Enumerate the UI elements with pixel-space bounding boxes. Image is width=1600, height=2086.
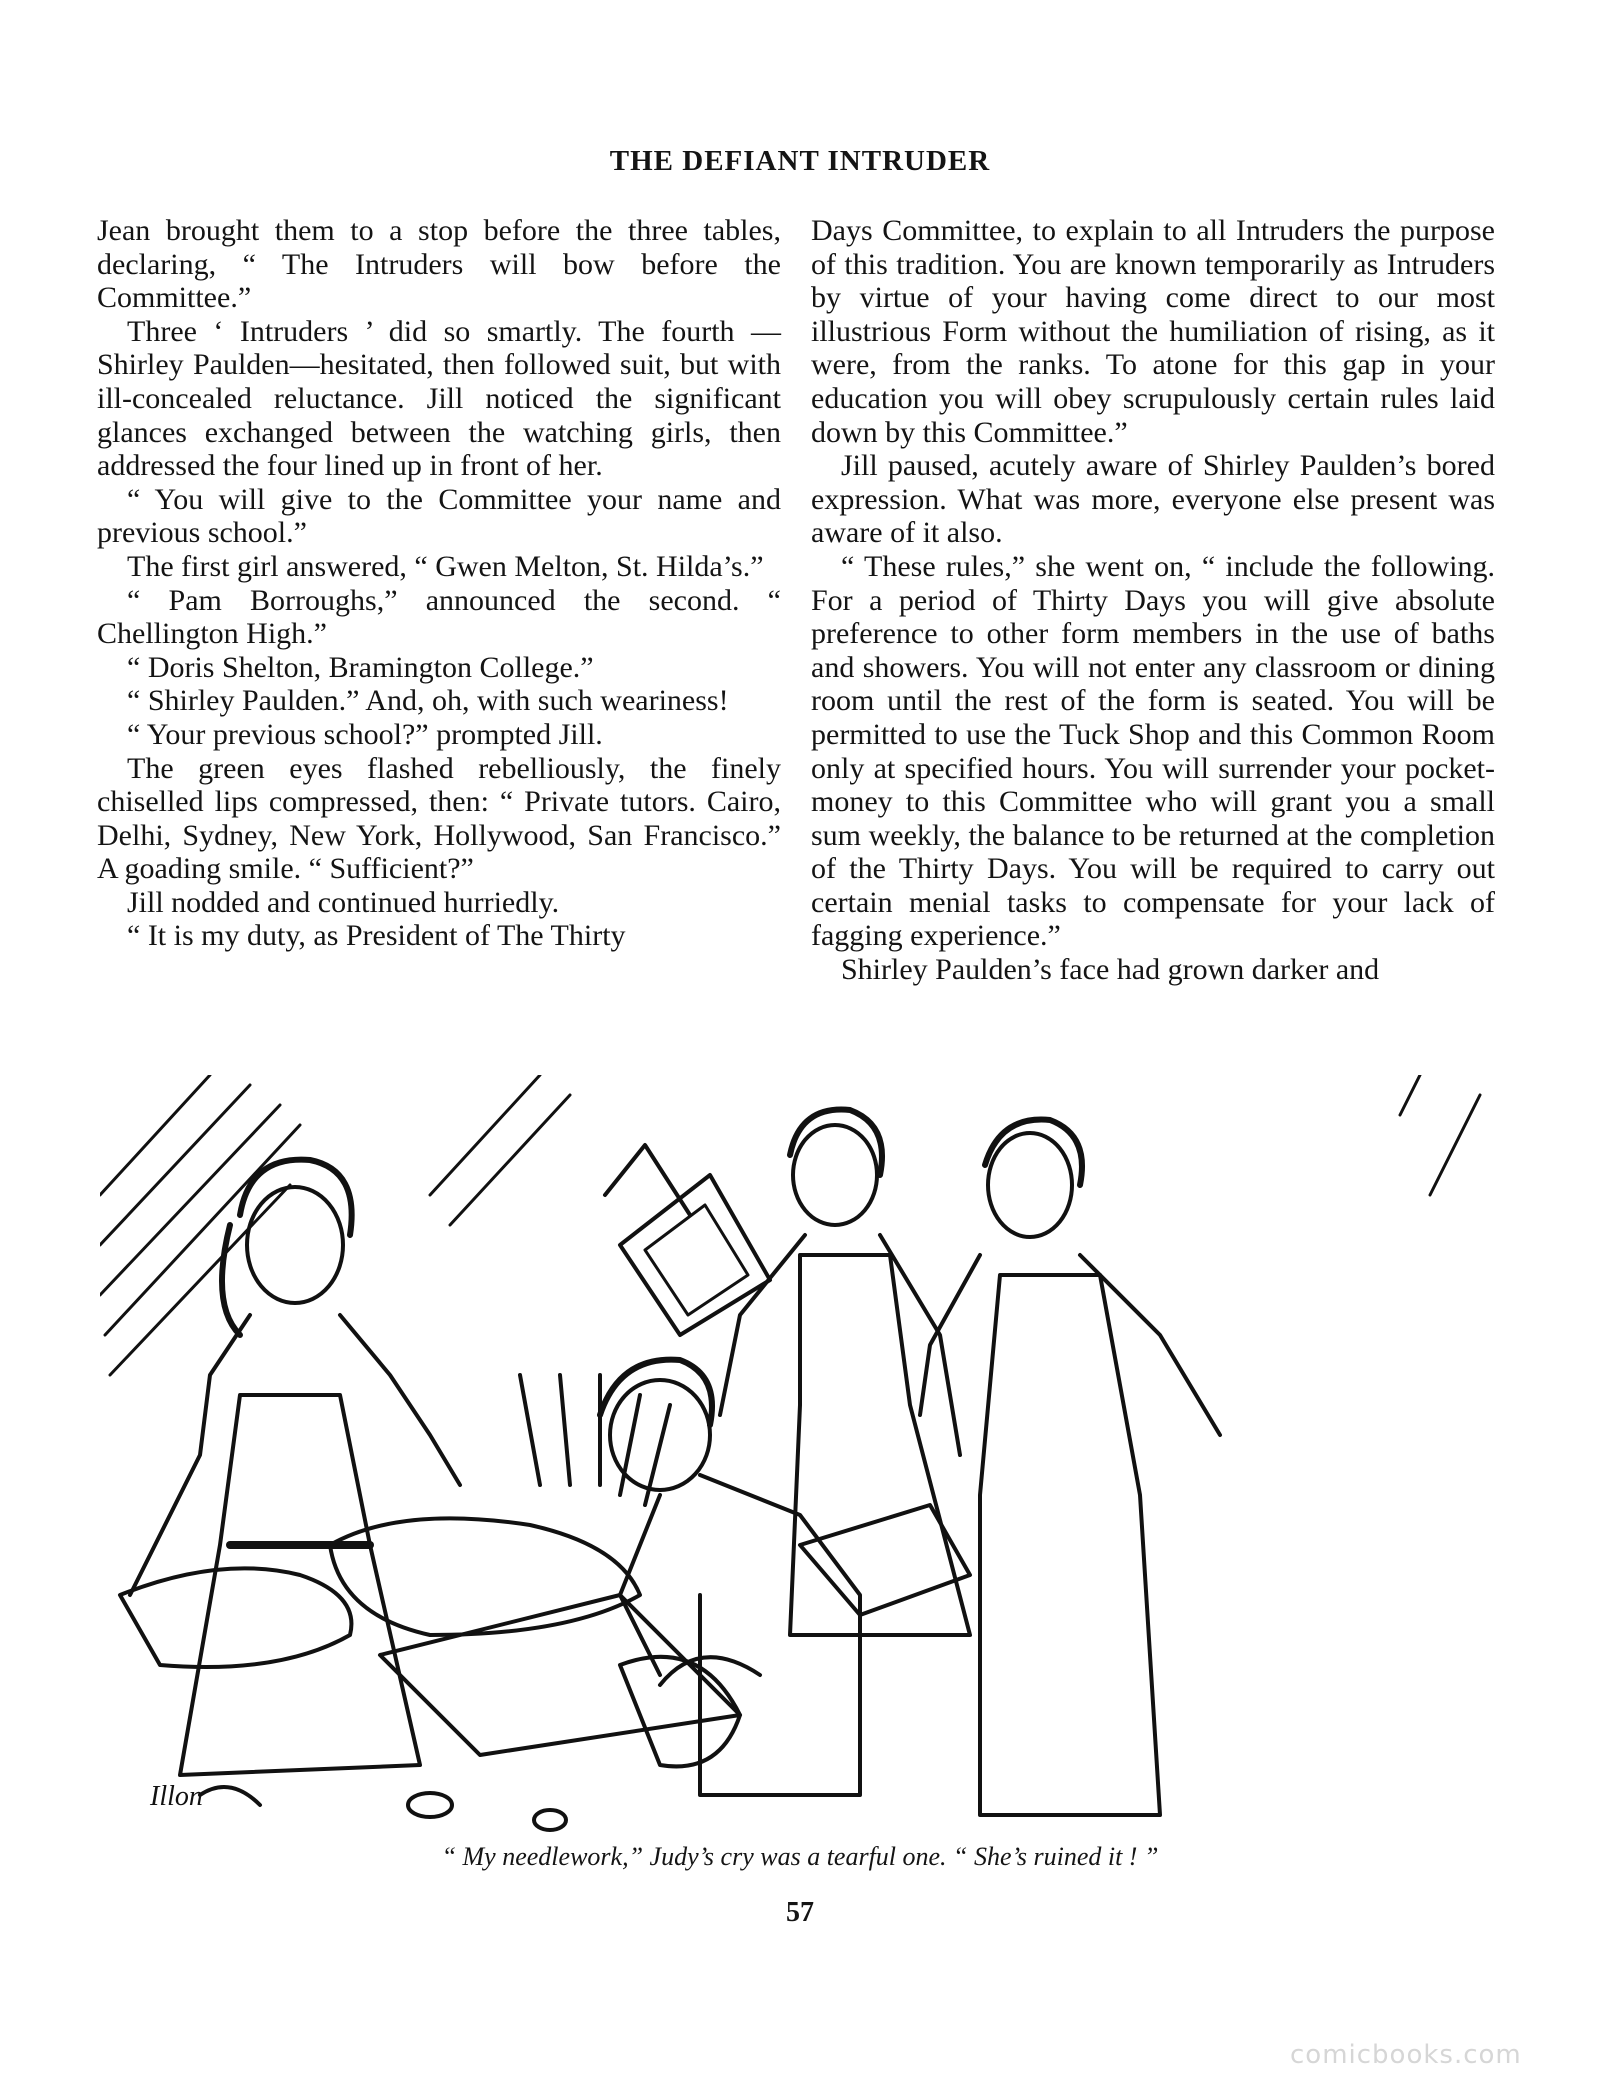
paragraph: “ Your previous school?” prompted Jill. [127, 717, 603, 751]
paragraph: “ These rules,” she went on, “ include the following. For a period of Thirty Days you will give absolute preference to other form members in the use of baths and showers. You will not enter any classroom or dining room until the rest of the form is seated. You will be permitted to use the Tuck Shop and this Common Room only at specified hours. You will surrender your pocket-money to this Committee who will grant you a small sum weekly, the balance to be returned at the completion of the Thirty Days. You will be required to carry out certain menial tasks to compensate for your lack of fagging experience.” [811, 549, 1495, 953]
paragraph: Jill nodded and continued hurriedly. [127, 885, 560, 919]
girl-right [920, 1120, 1220, 1815]
page-title: THE DEFIANT INTRUDER [609, 145, 991, 177]
page-number: 57 [786, 1897, 814, 1928]
illustration-girls-needlework [100, 1075, 1500, 1835]
paragraph: Days Committee, to explain to all Intruders the purpose of this tradition. You are known temporarily as Intruders by virtue of your having come direct to our most illustrious Form without the humiliation of rising, as it were, from the ranks. To atone for this gap in your education you will obey scrupulously certain rules laid down by this Committee.” [811, 214, 1495, 449]
paragraph: “ You will give to the Committee your name and previous school.” [97, 482, 781, 550]
paragraph: The first girl answered, “ Gwen Melton, St. Hilda’s.” [127, 549, 764, 583]
artist-signature: Illon [150, 1781, 203, 1812]
paragraph: “ Shirley Paulden.” And, oh, with such weariness! [127, 684, 729, 718]
paragraph: Jean brought them to a stop before the three tables, declaring, “ The Intruders will bow before the Committee.” [97, 214, 781, 315]
left-text-column [97, 214, 781, 953]
paragraph: “ Pam Borroughs,” announced the second. “ Chellington High.” [97, 583, 781, 651]
paragraph: The green eyes flashed rebelliously, the finely chiselled lips compressed, then: “ Private tutors. Cairo, Delhi, Sydney, New York, Hollywood, San Francisco.” A goading smile. “ Sufficient?” [97, 751, 781, 886]
paragraph: Shirley Paulden’s face had grown darker and [841, 953, 1380, 987]
debris-pile [120, 1375, 970, 1755]
girl-center-right [720, 1110, 970, 1635]
paragraph: Three ‘ Intruders ’ did so smartly. The fourth —Shirley Paulden—hesitated, then followed suit, but with ill-concealed reluctance. Jill noticed the significant glances exchanged between the watching girls, then addressed the four lined up in front of her. [97, 314, 781, 483]
watermark: comicbooks.com [1290, 2040, 1522, 2070]
paragraph: “ Doris Shelton, Bramington College.” [127, 650, 594, 684]
background-hatching [100, 1075, 1480, 1375]
illustration-caption: “ My needlework,” Judy’s cry was a tearful one. “ She’s ruined it ! ” [441, 1842, 1159, 1871]
floor-objects [200, 1787, 566, 1830]
paragraph: “ It is my duty, as President of The Thirty [127, 919, 626, 953]
right-text-column [811, 214, 1495, 987]
paragraph: Jill paused, acutely aware of Shirley Paulden’s bored expression. What was more, everyone else present was aware of it also. [811, 449, 1495, 550]
